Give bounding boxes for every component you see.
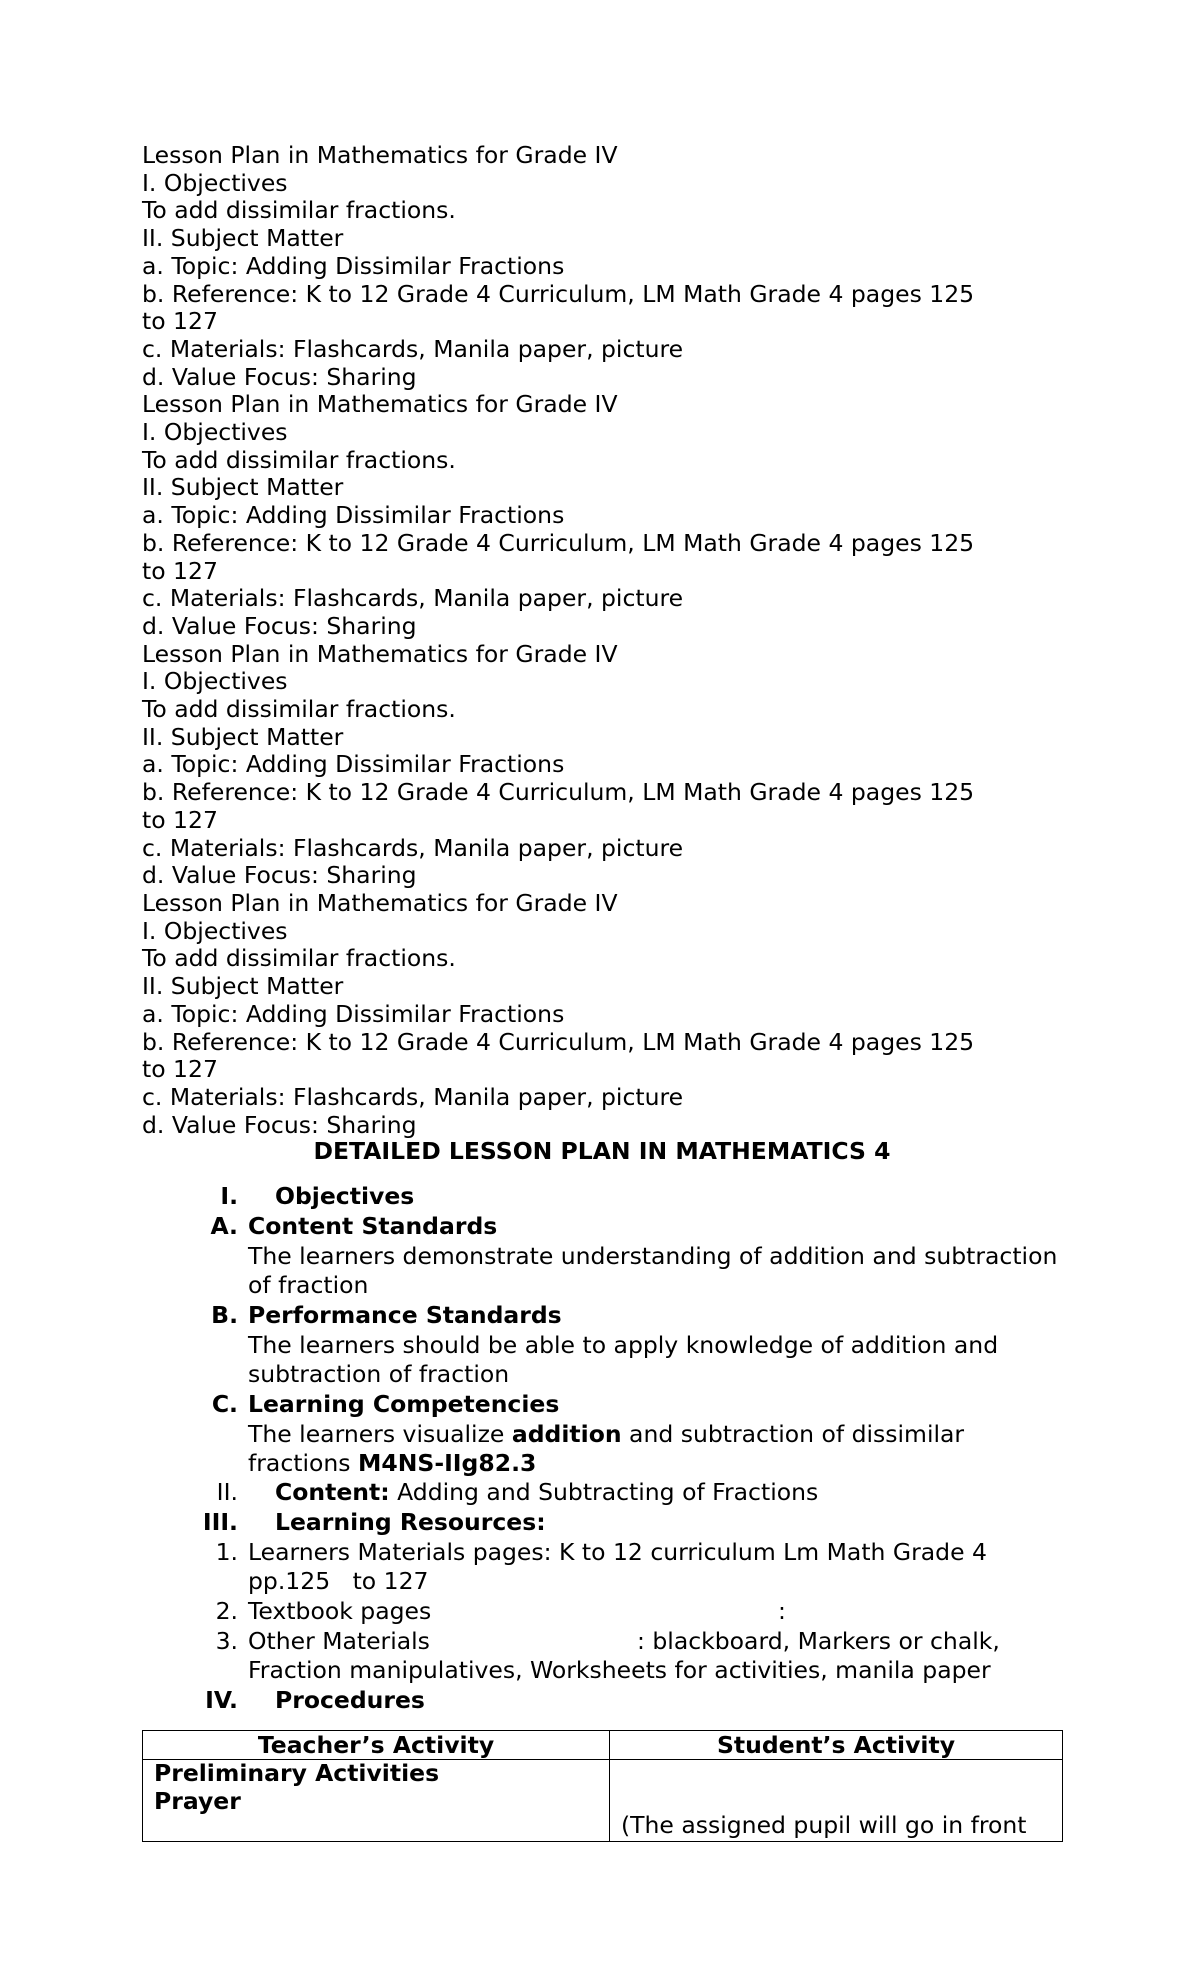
intro-topic: a. Topic: Adding Dissimilar Fractions [142, 251, 565, 280]
learning-resources-heading: Learning Resources: [275, 1508, 546, 1536]
intro-block [142, 391, 1042, 640]
intro-objective: To add dissimilar fractions. [142, 695, 456, 724]
intro-block [142, 142, 1042, 391]
student-activity-header: Student’s Activity [716, 1731, 956, 1759]
performance-standards-text: The learners should be able to apply knowledge of addition and [248, 1331, 999, 1359]
prayer-label: Prayer [154, 1787, 241, 1815]
intro-subject-heading: II. Subject Matter [142, 473, 344, 502]
intro-objectives-heading: I. Objectives [142, 916, 288, 945]
resource-other-label: Other Materials [248, 1627, 430, 1655]
intro-materials: c. Materials: Flashcards, Manila paper, picture [142, 334, 684, 363]
intro-objectives-heading: I. Objectives [142, 667, 288, 696]
intro-materials: c. Materials: Flashcards, Manila paper, picture [142, 833, 684, 862]
objectives-heading: Objectives [275, 1182, 415, 1210]
content-standards-text-cont: of fraction [248, 1271, 369, 1299]
content-standards-letter: A. [210, 1212, 238, 1240]
competency-code: M4NS-IIg82.3 [357, 1449, 537, 1477]
learning-competencies-heading: Learning Competencies [248, 1390, 560, 1418]
intro-blocks [142, 142, 1042, 1139]
intro-objectives-heading: I. Objectives [142, 418, 288, 447]
performance-standards-text-cont: subtraction of fraction [248, 1360, 510, 1388]
learning-resources-numeral: III. [202, 1508, 238, 1536]
procedures-numeral: IV. [205, 1686, 238, 1714]
intro-reference-cont: to 127 [142, 805, 218, 834]
intro-value-focus: d. Value Focus: Sharing [142, 1110, 417, 1139]
intro-topic: a. Topic: Adding Dissimilar Fractions [142, 999, 565, 1028]
intro-objective: To add dissimilar fractions. [142, 445, 456, 474]
objectives-numeral: I. [220, 1182, 238, 1210]
performance-standards-heading: Performance Standards [248, 1301, 562, 1329]
preliminary-activities: Preliminary Activities [154, 1759, 440, 1787]
learning-competencies-text [248, 1420, 964, 1448]
intro-reference: b. Reference: K to 12 Grade 4 Curriculum, LM Math Grade 4 pages 125 [142, 778, 975, 807]
resource-textbook-label: Textbook pages [248, 1597, 432, 1625]
learning-competencies-letter: C. [211, 1390, 238, 1418]
intro-reference: b. Reference: K to 12 Grade 4 Curriculum, LM Math Grade 4 pages 125 [142, 528, 975, 557]
competency-keyword: addition [511, 1420, 622, 1448]
resource-textbook-value: : [778, 1597, 786, 1625]
content-standards-heading: Content Standards [248, 1212, 498, 1240]
intro-value-focus: d. Value Focus: Sharing [142, 861, 417, 890]
teacher-activity-header: Teacher’s Activity [257, 1731, 495, 1759]
intro-title: Lesson Plan in Mathematics for Grade IV [142, 639, 618, 668]
intro-reference-cont: to 127 [142, 307, 218, 336]
learning-competencies-text-cont [248, 1449, 536, 1477]
intro-topic: a. Topic: Adding Dissimilar Fractions [142, 501, 565, 530]
resource-other-value-cont: Fraction manipulatives, Worksheets for activities, manila paper [248, 1656, 991, 1684]
intro-reference: b. Reference: K to 12 Grade 4 Curriculum, LM Math Grade 4 pages 125 [142, 279, 975, 308]
intro-objectives-heading: I. Objectives [142, 168, 288, 197]
content-label: Content: [275, 1478, 390, 1506]
procedures-heading: Procedures [275, 1686, 425, 1714]
intro-value-focus: d. Value Focus: Sharing [142, 611, 417, 640]
student-activity-text: (The assigned pupil will go in front [621, 1811, 1027, 1839]
intro-objective: To add dissimilar fractions. [142, 944, 456, 973]
procedures-table [142, 1730, 1063, 1842]
resource-number: 1. [215, 1538, 238, 1566]
performance-standards-letter: B. [211, 1301, 238, 1329]
intro-reference: b. Reference: K to 12 Grade 4 Curriculum, LM Math Grade 4 pages 125 [142, 1027, 975, 1056]
content-text: Adding and Subtracting of Fractions [389, 1478, 819, 1506]
intro-title: Lesson Plan in Mathematics for Grade IV [142, 888, 618, 917]
content-standards-text: The learners demonstrate understanding of addition and subtraction [248, 1242, 1058, 1270]
intro-value-focus: d. Value Focus: Sharing [142, 362, 417, 391]
resource-learners-materials: Learners Materials pages: K to 12 curriculum Lm Math Grade 4 [248, 1538, 987, 1566]
dlp-title: DETAILED LESSON PLAN IN MATHEMATICS 4 [313, 1137, 891, 1165]
intro-materials: c. Materials: Flashcards, Manila paper, picture [142, 1082, 684, 1111]
content-numeral: II. [216, 1478, 238, 1506]
competency-text-fractions: fractions [248, 1449, 358, 1477]
resource-number: 2. [215, 1597, 238, 1625]
intro-block [142, 890, 1042, 1139]
intro-title: Lesson Plan in Mathematics for Grade IV [142, 390, 618, 419]
intro-reference-cont: to 127 [142, 556, 218, 585]
intro-reference-cont: to 127 [142, 1055, 218, 1084]
resource-learners-materials-pages: pp.125 to 127 [248, 1567, 429, 1595]
resource-number: 3. [215, 1627, 238, 1655]
intro-objective: To add dissimilar fractions. [142, 196, 456, 225]
content-line [275, 1478, 818, 1506]
intro-materials: c. Materials: Flashcards, Manila paper, picture [142, 584, 684, 613]
resource-other-value: : blackboard, Markers or chalk, [637, 1627, 1000, 1655]
intro-topic: a. Topic: Adding Dissimilar Fractions [142, 750, 565, 779]
intro-block [142, 641, 1042, 890]
intro-subject-heading: II. Subject Matter [142, 224, 344, 253]
competency-text-pre: The learners visualize [248, 1420, 512, 1448]
intro-subject-heading: II. Subject Matter [142, 722, 344, 751]
competency-text-post: and subtraction of dissimilar [621, 1420, 965, 1448]
intro-title: Lesson Plan in Mathematics for Grade IV [142, 141, 618, 169]
intro-subject-heading: II. Subject Matter [142, 972, 344, 1001]
